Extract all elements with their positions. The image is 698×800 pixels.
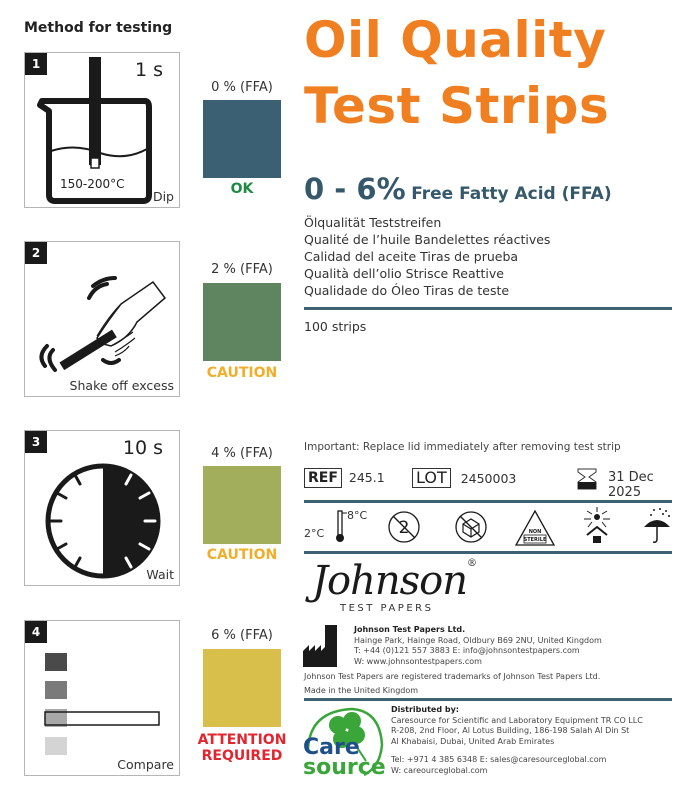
expiry-date: 31 Dec 2025	[608, 470, 654, 500]
step-number: 1	[25, 53, 47, 75]
trademark-notice: Johnson Test Papers are registered trademarks of Johnson Test Papers Ltd. Made in the United Kingdom	[304, 672, 601, 695]
step-caption: Shake off excess	[69, 378, 174, 393]
status-caution: CAUTION	[206, 365, 278, 381]
ffa-range: 0 - 6% Free Fatty Acid (FFA)	[304, 172, 612, 206]
non-sterile-icon	[514, 509, 556, 547]
step-number: 3	[25, 431, 47, 453]
ref-symbol: REF	[304, 468, 342, 488]
divider	[304, 307, 672, 310]
do-not-reuse-icon	[387, 510, 421, 544]
keep-dry-umbrella-icon	[642, 507, 672, 545]
method-title: Method for testing	[24, 20, 173, 36]
step-time: 10 s	[122, 437, 163, 459]
color-swatch-2pct	[203, 283, 281, 361]
swatch-label-0: 0 % (FFA)	[211, 80, 273, 95]
important-note: Important: Replace lid immediately after removing test strip	[304, 441, 621, 453]
pack-size: 100 strips	[304, 319, 367, 334]
symbols-row	[304, 505, 672, 550]
caresource-logo-text: Care source	[303, 735, 386, 780]
svg-text:2: 2	[398, 518, 410, 538]
johnson-logo: Johnson®	[312, 558, 477, 604]
step-3-panel	[24, 430, 180, 586]
color-swatch-0pct	[203, 100, 281, 178]
do-not-use-if-damaged-icon	[454, 510, 488, 544]
swatch-label-2: 2 % (FFA)	[211, 262, 273, 277]
step-temperature: 150-200°C	[60, 177, 125, 191]
divider	[304, 500, 672, 503]
divider	[304, 551, 672, 554]
thermometer-icon	[334, 509, 348, 543]
color-swatch-4pct	[203, 466, 281, 544]
step-4-panel	[24, 620, 180, 776]
manufacturer-info: Johnson Test Papers Ltd. Hainge Park, Hainge Road, Oldbury B69 2NU, United Kingdom T: +44 (0)121 557 3883 E: info@johnsontestpapers.com W: www.johnsontestpapers.com	[354, 625, 602, 666]
keep-away-from-sunlight-icon	[580, 507, 614, 545]
hand-shaking-strip-icon	[25, 242, 181, 398]
timer-icon	[25, 431, 181, 587]
lot-symbol: LOT	[412, 468, 451, 488]
manufacturer-factory-icon	[303, 625, 337, 667]
swatch-label-6: 6 % (FFA)	[211, 628, 273, 643]
ref-value: 245.1	[348, 470, 385, 485]
swatch-label-4: 4 % (FFA)	[211, 446, 273, 461]
product-title: Oil Quality Test Strips	[304, 11, 610, 135]
distributor-info: Distributed by: Caresource for Scientific and Laboratory Equipment TR CO LLC R-208, 2nd Floor, Al Lotus Building, 186-198 Salah Al Din St Al Khabaisi, Dubai, United Arab Emirates Tel: +971 4 385 6348 E: sales@caresourceglobal.com W: careourceglobal.com	[391, 705, 643, 775]
svg-text:NON: NON	[528, 529, 542, 535]
step-2-panel	[24, 241, 180, 397]
step-caption: Dip	[152, 189, 174, 204]
status-ok: OK	[230, 181, 254, 197]
storage-min-temp: 2°C	[304, 527, 325, 540]
svg-text:STERILE: STERILE	[523, 537, 547, 543]
step-1-panel	[24, 52, 180, 208]
step-caption: Wait	[146, 567, 174, 582]
step-caption: Compare	[117, 757, 174, 772]
ref-lot-expiry-row	[304, 468, 672, 500]
color-swatch-6pct	[203, 649, 281, 727]
compare-chart-icon	[25, 621, 181, 777]
step-number: 4	[25, 621, 47, 643]
logo-subtitle: TEST PAPERS	[340, 603, 434, 614]
storage-max-temp: 8°C	[347, 509, 368, 522]
step-time: 1 s	[134, 59, 163, 81]
status-caution: CAUTION	[206, 547, 278, 563]
divider	[304, 698, 672, 701]
status-attention-required: ATTENTION REQUIRED	[197, 732, 287, 764]
expiry-hourglass-icon	[577, 468, 597, 490]
lot-value: 2450003	[460, 471, 517, 486]
translations: Ölqualität Teststreifen Qualité de l’huile Bandelettes réactives Calidad del aceite Tiras de prueba Qualità dell’olio Strisce Reattive Qualidade do Óleo Tiras de teste	[304, 215, 551, 298]
step-number: 2	[25, 242, 47, 264]
